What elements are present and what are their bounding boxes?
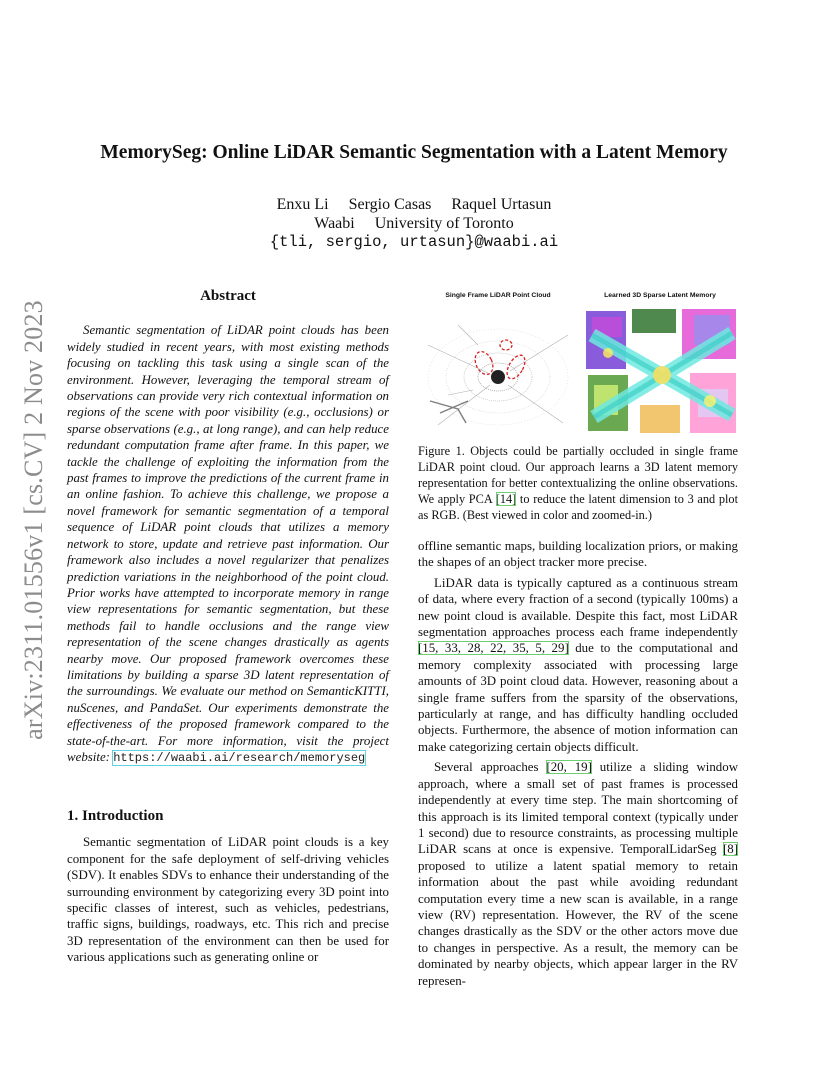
arxiv-identifier: arXiv:2311.01556v1 [cs.CV] 2 Nov 2023	[19, 300, 48, 740]
lidar-point-cloud-image	[418, 305, 576, 437]
figure-label-left: Single Frame LiDAR Point Cloud	[445, 292, 551, 299]
author-name: Raquel Urtasun	[451, 196, 552, 213]
author-names	[0, 195, 828, 214]
citation-link[interactable]: [8]	[722, 842, 738, 857]
author-name: Enxu Li	[276, 196, 329, 213]
approaches-paragraph	[418, 759, 738, 989]
figure-panel-labels	[418, 292, 740, 299]
intro-paragraph: Semantic segmentation of LiDAR point clouds is a key component for the safe deployment of self-driving vehicles (SDV). It enables SDVs to enhance their understanding of the surrounding environment by categorizing every 3D point into specific classes of interest, such as vehicles, pedestrians, traffic signs, buildings, roadways, etc. This rich and precise 3D representation of the environment can then be used for various applications such as generating online or	[67, 835, 389, 965]
author-email: {tli, sergio, urtasun}@waabi.ai	[269, 233, 559, 251]
figure-panels	[418, 305, 740, 437]
lidar-stream-paragraph	[418, 575, 738, 755]
paper-title: MemorySeg: Online LiDAR Semantic Segmentation with a Latent Memory	[100, 142, 728, 163]
affiliation: University of Toronto	[374, 215, 514, 232]
paragraph-text: LiDAR data is typically captured as a continuous stream of data, where every fraction of a second (typically 100ms) a new point cloud is available. Despite this fact, most LiDAR segmentation approaches process each frame independently	[418, 575, 738, 640]
arxiv-sidebar-stamp	[14, 280, 54, 760]
introduction-heading: 1. Introduction	[67, 808, 164, 824]
affiliations	[0, 214, 828, 233]
paragraph-text: Several approaches	[434, 760, 547, 775]
latent-memory-image	[582, 305, 740, 437]
citation-links[interactable]: [20, 19]	[546, 760, 592, 775]
abstract-section	[67, 288, 389, 766]
abstract-body: Semantic segmentation of LiDAR point clouds has been widely studied in recent years, with most existing methods focusing on tackling this task using a single scan of the environment. However, leveraging the temporal stream of observations can provide very rich contextual information on regions of the scene with poor visibility (e.g., occlusions) or sparse observations (e.g., at long range), and can help reduce redundant computation frame after frame. In this paper, we tackle the challenge of exploiting the information from the past frames to improve the predictions of the current frame in an online fashion. To achieve this challenge, we propose a novel framework for semantic segmentation of a temporal sequence of LiDAR point clouds that utilizes a memory network to store, update and retrieve past information. Our framework also includes a novel regularizer that penalizes prediction variations in the neighborhood of the point cloud. Prior works have attempted to incorporate memory in range view representations for semantic segmentation, but these methods fail to handle occlusions and the range view representation of the scene changes drastically as agents nearby move. Our proposed framework overcomes these limitations by building a sparse 3D latent representation of the surroundings. We evaluate our method on SemanticKITTI, nuScenes, and PandaSet. Our experiments demonstrate the effectiveness of the proposed framework compared to the state-of-the-art. For more information, visit the project website:	[67, 323, 389, 764]
figure-label-right: Learned 3D Sparse Latent Memory	[604, 292, 716, 299]
affiliation: Waabi	[314, 215, 355, 232]
figure-1-caption	[418, 443, 738, 523]
author-block	[0, 195, 828, 252]
paragraph-text: proposed to utilize a latent spatial memory to retain information about the past while avoiding redundant computation every time a new scan is available, in a range view (RV) representation. However, the RV of the scene changes drastically as the SDV or the other actors move due to changes in perspective. As a result, the memory can be dominated by nearby objects, which appear larger in the RV represen-	[418, 858, 738, 988]
project-website-link[interactable]: https://waabi.ai/research/memoryseg	[113, 750, 366, 765]
citation-links[interactable]: [15, 33, 28, 22, 35, 5, 29]	[418, 641, 569, 656]
figure-1	[418, 292, 740, 437]
abstract-text	[67, 322, 389, 766]
author-name: Sergio Casas	[348, 196, 432, 213]
citation-link[interactable]: [14]	[495, 492, 517, 506]
caption-text-b: to reduce the latent dimension to 3 and plot as RGB. (Best viewed in color and zoomed-in.)	[418, 492, 738, 522]
paragraph-text: utilize a sliding window approach, where a small set of past frames is processed independently at every time step. The main shortcoming of this approach is its limited temporal context (typically under 1 second) due to resource constraints, as processing multiple LiDAR scans at once is expensive. TemporalLidarSeg	[418, 760, 739, 857]
continued-paragraph: offline semantic maps, building localization priors, or making the shapes of an object tracker more precise.	[418, 539, 738, 570]
abstract-heading: Abstract	[200, 288, 256, 304]
right-column-text	[418, 538, 738, 989]
caption-text-a: Figure 1. Objects could be partially occluded in single frame LiDAR point cloud. Our approach learns a 3D latent memory representation for better contextualizing the online observations. We apply PCA	[418, 444, 738, 506]
introduction-section	[67, 808, 389, 966]
paragraph-text: due to the computational and memory complexity associated with processing large amounts of 3D point cloud data. However, reasoning about a single frame suffers from the sparsity of the observations, particularly at range, and has difficulty handling occluded objects. Furthermore, the absence of motion information can make categorizing certain objects difficult.	[418, 641, 738, 754]
